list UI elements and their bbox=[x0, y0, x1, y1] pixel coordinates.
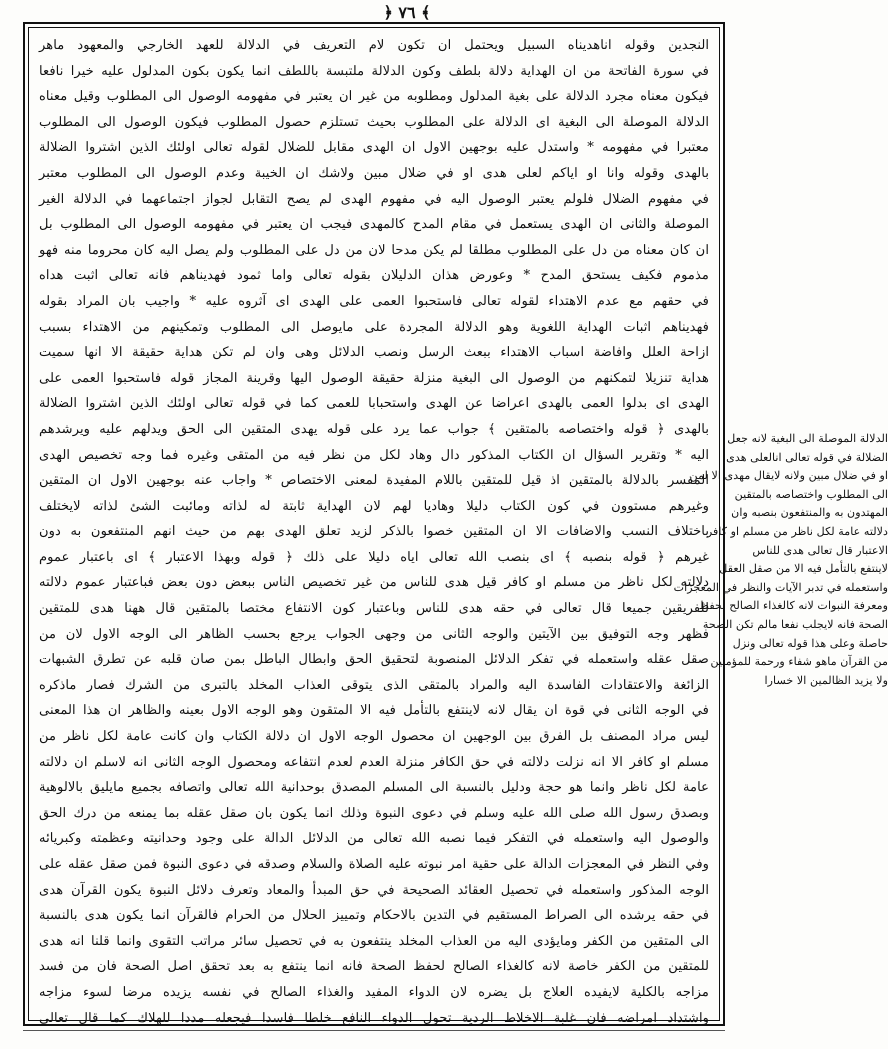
margin-line: الدلالة الموصلة الى البغية لانه جعل bbox=[727, 432, 888, 445]
margin-line: حاصلة وعلى هذا قوله تعالى ونزل bbox=[732, 636, 888, 650]
margin-note-body bbox=[673, 430, 888, 690]
text-line: النجدين وقوله اناهديناه السبيل ويحتمل ان تكون لام التعريف في الدلالة للعهد الخارجي والمعهود ماهر bbox=[39, 38, 709, 53]
margin-line: الضلالة في قوله تعالى انالعلى هدى bbox=[726, 450, 888, 464]
text-line: للفريقين جميعا قال تعالى في حقه هدى للناس وباعتبار كون الانتفاع مختصا بالمتقين قال ههنا هدى للمتقين bbox=[39, 601, 709, 617]
margin-note bbox=[673, 430, 888, 770]
text-line: الموصلة والثانى ان الهدى يستعمل في مقام المدح كالمهدى فيجب ان يعتبر في مفهومه الوصول الى المطلوب بل bbox=[39, 217, 709, 233]
margin-line: لاينتفع بالتأمل فيه الا من صقل العقل bbox=[719, 562, 888, 576]
bottom-divider bbox=[23, 1030, 725, 1031]
margin-line: الى المطلوب واختصاصه بالمتقين bbox=[734, 487, 888, 501]
margin-line: المهتدون به والمنتفعون بنصبه وان bbox=[731, 506, 888, 520]
text-line: وغيرهم مستوون في كون الكتاب دليلا وهاديا لهم لان الهداية ثابتة له لذاته ومائبت الشئ لذاته لايختلف bbox=[39, 498, 709, 514]
text-line: دلالته لكل ناظر من مسلم او كافر قيل هدى للناس من غير تخصيص الناس ببعض دون بعض فباعتبار عموم دلالته bbox=[39, 575, 709, 591]
text-line: باختلاف النسب والاضافات الا ان المتقين خصوا بالذكر لزيد تعلق الهدى بهم من حيث انهم المنتفعون به دون bbox=[39, 524, 709, 540]
text-line: بالهدى ﴿ قوله واختصاصه بالمتقين ﴾ جواب عما يرد على قوله يهدى المتقين الى الحق ويدلهم عليه ويرشدهم bbox=[39, 421, 709, 437]
text-line: في سورة الفاتحة من ان الهداية دلالة بلطف وكون الدلالة ملتبسة باللطف انما يكون بكون المدلول عليه خيرا نافعا bbox=[39, 63, 709, 79]
text-line: بالهدى وقوله وانا او اياكم لعلى هدى او في ضلال مبين ولاشك ان الخيبة وعدم الوصول الى المطلوب معتبر bbox=[39, 165, 709, 181]
margin-line: ولا يزيد الظالمين الا خسارا bbox=[764, 673, 888, 687]
text-line: ازاحة العلل وافاضة اسباب الاهتداء ببعث الرسل ونصب الدلائل وهى وان لم تكن هداية حقيقة الا انها سميت bbox=[39, 345, 709, 361]
text-line: غيرهم ﴿ قوله بنصبه ﴾ اى بنصب الله تعالى اياه دليلا على ذلك ﴿ قوله وبهذا الاعتبار ﴾ اى باعتبار عموم bbox=[39, 549, 709, 565]
page-number-header: ﴿ ٧٦ ﴾ bbox=[383, 3, 431, 22]
main-text-inner-border bbox=[28, 27, 720, 1026]
text-line: الهدى اى بدلوا العمى بالهدى اعراضا عن الهدى واستحبابا للعمى كما في قوله تعالى اولئك الذين اشتروا الضلالة bbox=[39, 396, 709, 412]
text-line: عامة لكل ناظر وانما هو حجة ودليل بالنسبة الى المسلم المصدق بوحدانية الله تعالى واتصافه بجميع مايليق بالالوهية bbox=[39, 780, 709, 796]
text-line: معتبرا في مفهومه * واستدل عليه بوجهين الاول ان الهدى مقابل للضلال لقوله تعالى اولئك الذين اشتروا الضلالة bbox=[39, 140, 709, 156]
text-line: واشتداد امراضه فان غلبة الاخلاط الردية تحول الدواء النافع خلطا فاسدا فيجعله مددا للهلاك كما قال تعالى bbox=[39, 1010, 709, 1026]
text-line: المفسر بالدلالة بالمتقين اذ قيل للمتقين باللام المفيدة لمعنى الاختصاص * واجاب عنه بوجهين الاول ان المتقين bbox=[39, 473, 709, 489]
text-line: الى المتقين من الكفر ومايؤدى اليه من العذاب المخلد ينتفعون به في تحصيل سائر مراتب التقوى وانما قلنا انه هدى bbox=[39, 933, 709, 949]
text-line: هداية تنزيلا لتمكنهم من الوصول الى البغية منزلة حقيقة الوصول اليها وقرينة المجاز قوله فاستحبوا العمى على bbox=[39, 370, 709, 386]
text-line: ليس مراد المصنف بل الفرق بين الوجهين ان محصول الوجه الاول ان دلالة الكتاب وان كانت عامة لكل ناظر من bbox=[39, 729, 709, 745]
text-line: صقل عقله واستعمله في تفكر الدلائل المنصوبة لتحقيق الحق وابطال الباطل بمن صان قلبه عن تطرق الشبهات bbox=[39, 652, 709, 668]
text-line: فظهر وجه التوفيق بين الآيتين والوجه الثانى من وجهى الجواب يرجع بحسب الظاهر الى الوجه الاول لان من bbox=[39, 626, 709, 642]
text-line: للمتقين من الكفر خاصة لانه كالغذاء الصالح لحفظ الصحة فانه انما ينتفع به بعد تحقق اصل الصحة فان من فسد bbox=[39, 959, 709, 975]
text-line: وبصدق رسول الله صلى الله عليه وسلم في دعوى النبوة وذلك انما يكون بان صقل عقله بما يمنعه من درك الحق bbox=[39, 805, 709, 821]
text-line: مسلم او كافر الا انه نزلت دلالته في حق الكافر منزلة العدم لعدم انتفاعه ومحصول الوجه الثانى انه لاسلم ان دلالته bbox=[39, 754, 709, 770]
text-line: ان كان معناه من دل على المطلوب مطلقا لم يكن مدحا لان من دل على المطلوب ولم يصل اليه كان محروما منه فهو bbox=[39, 242, 709, 258]
margin-line: من القرآن ماهو شفاء ورحمة للمؤمنين bbox=[710, 655, 888, 669]
text-line: في حقه يرشده الى الصراط المستقيم في التدين بالاحكام وتمييز الحلال من الحرام فالقرآن انما يكون هدى بالنسبة bbox=[39, 908, 709, 924]
text-line: والوصول اليه واستعمله في التفكر فيما نصبه الله تعالى من الدلائل الدالة على وجود وحدانيته وعظمته وكبريائه bbox=[39, 831, 709, 847]
text-line: مزاجه بالكلية لايفيده العلاج بل يضره لان الدواء المفيد والغذاء الصالح في نفسه يزيده مرضا لسوء مزاجه bbox=[39, 984, 709, 1000]
text-line: اليه * وتقرير السؤال ان الكتاب المذكور دال وهاد لكل من نظر فيه من المتقى وغيره فما وجه تخصيص الهدى bbox=[39, 447, 709, 463]
text-line: الدلالة الموصلة الى البغية اى الدلالة على المطلوب بحيث تستلزم حصول المطلوب فيكون الوصول الى المطلوب bbox=[39, 114, 709, 130]
text-line: وفي النظر في المعجزات الدالة على حقية امر نبوته عليه الصلاة والسلام وصدقه في دعوى النبوة فمن صقل عقله على bbox=[39, 857, 709, 872]
main-text-body bbox=[29, 28, 719, 1031]
margin-line: الصحة فانه لايجلب نفعا مالم تكن الصحة bbox=[702, 617, 888, 631]
main-text-frame bbox=[23, 22, 725, 1026]
text-line: فهديناهم اثبات الهداية اللغوية وهو الدلالة المجردة على مايوصل الى المطلوب وتمكينهم من الاهتداء بسبب bbox=[39, 319, 709, 335]
margin-line: الاعتبار قال تعالى هدى للناس bbox=[752, 543, 888, 557]
text-line: في حقهم مع عدم الاهتداء لقوله تعالى فاستحبوا العمى على الهدى اى آثروه عليه * واجيب بان المراد بقوله bbox=[39, 293, 709, 309]
margin-line: او في ضلال مبين ولانه لايقال مهدى الا لمن bbox=[689, 469, 888, 483]
text-line: الزائغة والاعتقادات الفاسدة اليه والمراد بالمتقى الذى يتوقى العذاب المخلد بالتبرى من الشرك فصار ماذكره bbox=[39, 677, 709, 693]
text-line: فيكون معناه مجرد الدلالة على بغية المدلول ومطلوبه من غير ان يعتبر في مفهومه الوصول الى المطلوب وقيل معناه bbox=[39, 89, 709, 105]
text-line: في مفهوم الضلال فلولم يعتبر الوصول اليه في مفهوم الهدى لم يصح التقابل لجواز اجتماعهما في الدلالة الغير bbox=[39, 191, 709, 207]
margin-line: ومعرفة النبوات لانه كالغذاء الصالح لحفظ bbox=[698, 599, 888, 613]
text-line: مذموم فكيف يستحق المدح * وعورض هذان الدليلان بقوله تعالى واما ثمود فهديناهم فانه تعالى اثبت هداه bbox=[39, 268, 709, 284]
text-line: الوجه المذكور واستعمله في تحصيل العقائد الصحيحة في حق المبدأ والمعاد وتعرف دلائل النبوة يكون القرآن هدى bbox=[39, 882, 709, 898]
text-line: في الوجه الثانى في قوة ان يقال لانه لاينتفع بالتأمل فيه الا المتقون وهو الوجه الاول بعينه والظاهر ان هذا المعنى bbox=[39, 703, 709, 719]
margin-line: دلالته عامة لكل ناظر من مسلم او كافر bbox=[706, 524, 888, 538]
margin-line: واستعمله في تدبر الآيات والنظر في المعجزات bbox=[673, 580, 888, 594]
